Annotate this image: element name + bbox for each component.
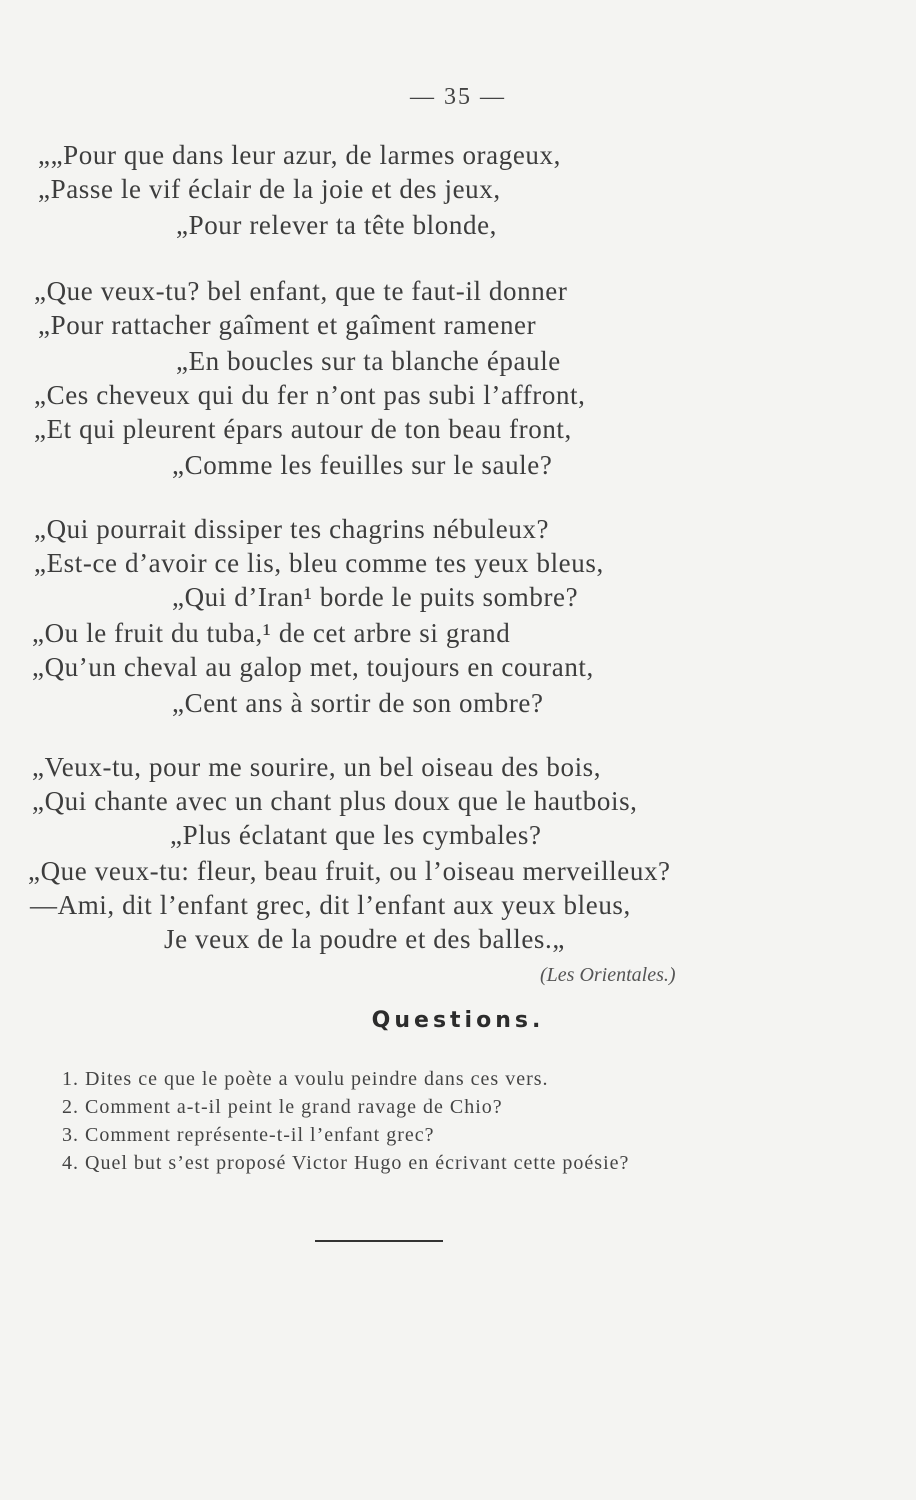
question-item: 4. Quel but s’est proposé Victor Hugo en écrivant cette poésie? — [62, 1152, 630, 1174]
verse-line: „Que veux-tu? bel enfant, que te faut-il donner — [34, 276, 568, 306]
verse-line: „Et qui pleurent épars autour de ton beau front, — [34, 414, 572, 444]
verse-line: „Qui d’Iran¹ borde le puits sombre? — [172, 582, 579, 612]
verse-line: „Que veux-tu: fleur, beau fruit, ou l’oiseau merveilleux? — [28, 856, 671, 886]
verse-line: „Pour rattacher gaîment et gaîment ramener — [38, 310, 537, 340]
verse-line: „Pour relever ta tête blonde, — [176, 210, 498, 240]
verse-line: „Qui chante avec un chant plus doux que le hautbois, — [32, 786, 638, 816]
verse-line: „En boucles sur ta blanche épaule — [176, 346, 561, 376]
page-number: — 35 — — [410, 84, 506, 110]
verse-line: „Qui pourrait dissiper tes chagrins nébuleux? — [34, 514, 550, 544]
source-citation: (Les Orientales.) — [540, 964, 676, 986]
verse-line: —Ami, dit l’enfant grec, dit l’enfant aux yeux bleus, — [30, 890, 631, 920]
verse-line: „Qu’un cheval au galop met, toujours en courant, — [32, 652, 594, 682]
verse-line: „Ces cheveux qui du fer n’ont pas subi l’affront, — [34, 380, 586, 410]
verse-line: „Ou le fruit du tuba,¹ de cet arbre si grand — [32, 618, 511, 648]
question-item: 1. Dites ce que le poète a voulu peindre dans ces vers. — [62, 1068, 549, 1090]
verse-line: „Passe le vif éclair de la joie et des jeux, — [38, 174, 501, 204]
verse-line: „Est-ce d’avoir ce lis, bleu comme tes yeux bleus, — [34, 548, 604, 578]
verse-line: „Comme les feuilles sur le saule? — [172, 450, 553, 480]
verse-line: „„Pour que dans leur azur, de larmes orageux, — [38, 140, 561, 170]
question-item: 3. Comment représente-t-il l’enfant grec? — [62, 1124, 435, 1146]
verse-line: Je veux de la poudre et des balles.„ — [164, 924, 565, 954]
verse-line: „Cent ans à sortir de son ombre? — [172, 688, 544, 718]
question-item: 2. Comment a-t-il peint le grand ravage de Chio? — [62, 1096, 503, 1118]
verse-line: „Veux-tu, pour me sourire, un bel oiseau des bois, — [32, 752, 602, 782]
questions-heading: Questions. — [371, 1008, 545, 1033]
section-divider — [315, 1240, 443, 1242]
verse-line: „Plus éclatant que les cymbales? — [170, 820, 542, 850]
